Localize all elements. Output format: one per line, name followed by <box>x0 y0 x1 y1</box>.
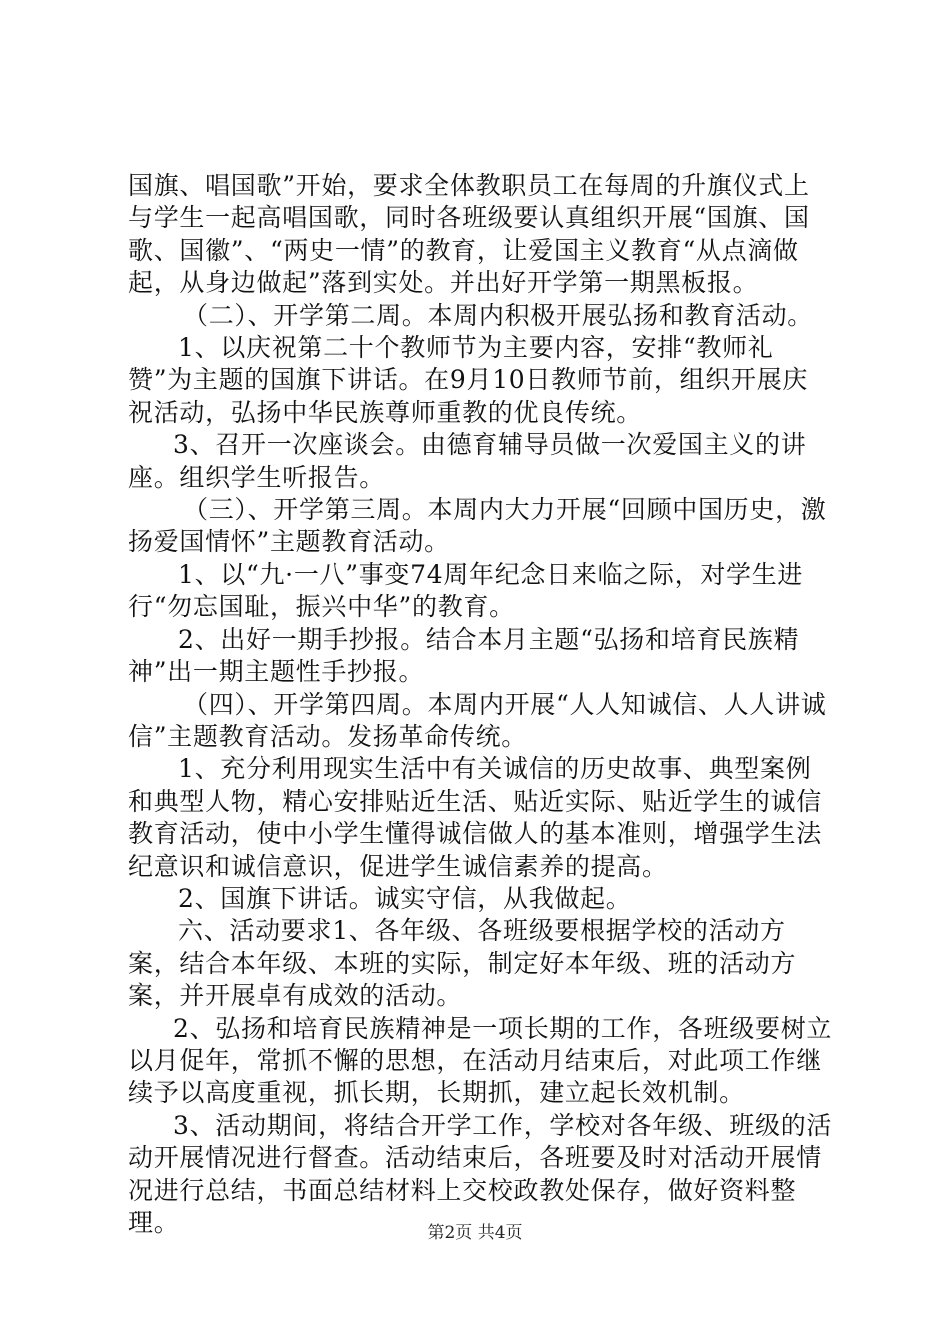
section-heading: （二）、开学第二周。本周内积极开展弘扬和教育活动。 <box>183 300 814 330</box>
paragraph: 2、出好一期手抄报。结合本月主题“弘扬和培育民族精神”出一期主题性手抄报。 <box>128 624 800 687</box>
paragraph: 1、以庆祝第二十个教师节为主要内容，安排“教师礼赞”为主题的国旗下讲话。在9月10日教师节前，组织开展庆祝活动，弘扬中华民族尊师重教的优良传统。 <box>128 333 809 427</box>
paragraph: 2、国旗下讲话。诚实守信，从我做起。 <box>178 883 632 913</box>
paragraph: 国旗、唱国歌”开始，要求全体教职员工在每周的升旗仪式上与学生一起高唱国歌，同时各班级要认真组织开展“国旗、国歌、国徽”、“两史一情”的教育，让爱国主义教育“从点滴做起，从身边做起”落到实处。并出好开学第一期黑板报。 <box>128 171 810 298</box>
page-number-footer: 第2页 共4页 <box>427 1223 523 1243</box>
paragraph: 六、活动要求1、各年级、各班级要根据学校的活动方案，结合本年级、本班的实际，制定好本年级、班的活动方案，并开展卓有成效的活动。 <box>128 916 797 1011</box>
section-heading: （四）、开学第四周。本周内开展“人人知诚信、人人讲诚信”主题教育活动。发扬革命传统。 <box>128 689 827 751</box>
paragraph: 1、以“九·一八”事变74周年纪念日来临之际，对学生进行“勿忘国耻，振兴中华”的教育。 <box>128 559 804 622</box>
paragraph: 3、活动期间，将结合开学工作，学校对各年级、班级的活动开展情况进行督查。活动结束后，各班要及时对活动开展情况进行总结，书面总结材料上交校政教处保存，做好资料整理。 <box>128 1110 833 1237</box>
section-heading: （三）、开学第三周。本周内大力开展“回顾中国历史，激扬爱国情怀”主题教育活动。 <box>128 495 827 557</box>
paragraph: 1、充分利用现实生活中有关诚信的历史故事、典型案例和典型人物，精心安排贴近生活、贴近实际、贴近学生的诚信教育活动，使中小学生懂得诚信做人的基本准则，增强学生法纪意识和诚信意识，促进学生诚信素养的提高。 <box>128 754 822 881</box>
paragraph: 3、召开一次座谈会。由德育辅导员做一次爱国主义的讲座。组织学生听报告。 <box>128 430 807 492</box>
document-body <box>128 170 833 1239</box>
paragraph: 2、弘扬和培育民族精神是一项长期的工作，各班级要树立以月促年，常抓不懈的思想，在活动月结束后，对此项工作继续予以高度重视，抓长期，长期抓，建立起长效机制。 <box>128 1013 833 1108</box>
